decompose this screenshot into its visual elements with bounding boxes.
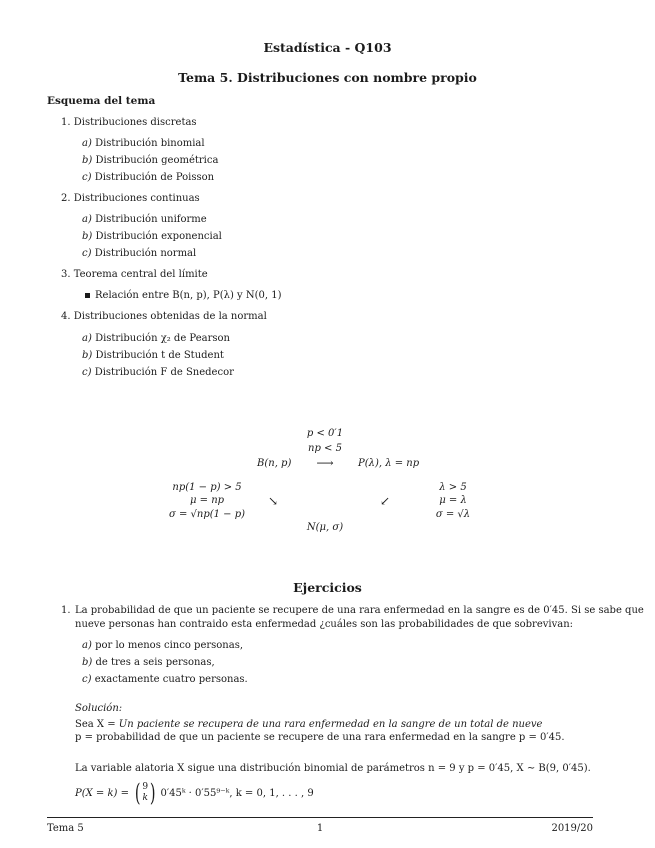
sub-mark: c) — [82, 367, 92, 378]
sub-text: Distribución F de Snedecor — [94, 367, 234, 378]
footer-left: Tema 5 — [47, 823, 84, 834]
arrow-right-icon: ⟶ — [316, 456, 334, 470]
poisson-label: P(λ), λ = np — [358, 458, 420, 469]
exercise-part — [82, 674, 248, 685]
solution-label: Solución: — [75, 703, 123, 714]
outline-item — [61, 269, 208, 280]
outline-subitem — [82, 138, 205, 149]
sub-mark: a) — [82, 333, 92, 344]
course-title: Estadística - Q103 — [263, 40, 392, 55]
normal-label: N(μ, σ) — [306, 522, 344, 533]
binomial-formula — [75, 778, 314, 808]
left-condition-2: μ = np — [189, 495, 225, 506]
sub-mark: b) — [82, 155, 93, 166]
item-label: Distribuciones continuas — [73, 193, 200, 204]
outline-subitem — [82, 367, 234, 378]
sub-text: Distribución geométrica — [95, 155, 219, 166]
left-condition-3: σ = √np(1 − p) — [168, 509, 246, 520]
part-mark: c) — [82, 674, 92, 685]
part-text: de tres a seis personas, — [95, 657, 215, 668]
outline-subitem — [82, 155, 218, 166]
solution-line: La variable alatoria X sigue una distribución binomial de parámetros n = 9 y p = 0′45, X ∼ B(9, 0′45). — [75, 763, 591, 774]
item-number: 4. — [61, 311, 71, 322]
outline-subitem — [82, 231, 222, 242]
sub-mark: b) — [82, 231, 93, 242]
outline-bullet — [85, 290, 282, 301]
right-condition-3: σ = √λ — [435, 509, 471, 520]
outline-item — [61, 117, 197, 128]
bullet-square-icon — [85, 293, 90, 298]
statement-line: La probabilidad de que un paciente se recupere de una rara enfermedad en la sangre es de 0′45. Si se sabe que — [75, 605, 644, 616]
sub-mark: c) — [82, 248, 92, 259]
exercises-heading: Ejercicios — [293, 580, 362, 595]
sub-mark: c) — [82, 172, 92, 183]
left-paren-icon: ( — [134, 779, 141, 807]
part-mark: b) — [82, 657, 93, 668]
sub-text: Distribución exponencial — [95, 231, 222, 242]
item-label: Teorema central del límite — [73, 269, 208, 280]
sub-mark: a) — [82, 138, 92, 149]
item-number: 2. — [61, 193, 71, 204]
outline-subitem — [82, 333, 230, 344]
right-condition-2: μ = λ — [439, 495, 467, 506]
topic-title: Tema 5. Distribuciones con nombre propio — [178, 70, 477, 85]
page-number: 1 — [316, 823, 324, 834]
exercise-part — [82, 657, 215, 668]
sub-text: Distribución normal — [94, 248, 197, 259]
solution-prefix: Sea X = — [75, 719, 119, 730]
arrow-down-left-icon: ↙ — [380, 494, 391, 508]
outline-subitem — [82, 248, 196, 259]
exercise-part — [82, 640, 243, 651]
part-mark: a) — [82, 640, 92, 651]
item-label: Distribuciones obtenidas de la normal — [73, 311, 267, 322]
part-text: exactamente cuatro personas. — [94, 674, 248, 685]
outline-subitem — [82, 214, 207, 225]
sub-mark: a) — [82, 214, 92, 225]
outline-item — [61, 193, 200, 204]
binomial-coefficient — [133, 781, 157, 805]
item-label: Distribuciones discretas — [73, 117, 197, 128]
condition-p: p < 0′1 — [306, 428, 344, 439]
left-condition-1: np(1 − p) > 5 — [172, 482, 242, 493]
bullet-text: Relación entre B(n, p), P(λ) y N(0, 1) — [95, 290, 282, 301]
arrow-down-right-icon: ↘ — [268, 494, 279, 508]
solution-line — [75, 719, 542, 730]
sub-text: Distribución uniforme — [95, 214, 207, 225]
formula-rhs: 0′45ᵏ · 0′55⁹⁻ᵏ, k = 0, 1, . . . , 9 — [160, 787, 314, 799]
exercise-number: 1. — [61, 605, 71, 616]
statement-line: nueve personas han contraido esta enfermedad ¿cuáles son las probabilidades de que sobrevivan: — [75, 619, 574, 630]
outline-heading: Esquema del tema — [47, 95, 156, 107]
binomial-label: B(n, p) — [257, 458, 292, 469]
condition-np: np < 5 — [308, 443, 342, 454]
sub-text: Distribución de Poisson — [94, 172, 215, 183]
binomial-top: 9 — [142, 782, 149, 792]
sub-text: Distribución t de Student — [95, 350, 224, 361]
sub-mark: b) — [82, 350, 93, 361]
solution-line: p = probabilidad de que un paciente se recupere de una rara enfermedad en la sangre p = 0′45. — [75, 732, 565, 743]
binomial-bottom: k — [142, 793, 148, 803]
item-number: 1. — [61, 117, 71, 128]
binomial-stack — [142, 782, 148, 804]
outline-item — [61, 311, 267, 322]
outline-subitem — [82, 350, 224, 361]
item-number: 3. — [61, 269, 71, 280]
sub-text: Distribución binomial — [95, 138, 205, 149]
outline-subitem — [82, 172, 214, 183]
footer-rule — [47, 817, 593, 818]
sub-text: Distribución χ₂ de Pearson — [95, 333, 230, 344]
formula-lhs: P(X = k) = — [75, 787, 130, 799]
part-text: por lo menos cinco personas, — [95, 640, 244, 651]
right-paren-icon: ) — [150, 779, 156, 807]
solution-event: Un paciente se recupera de una rara enfermedad en la sangre de un total de nueve — [118, 719, 543, 730]
right-condition-1: λ > 5 — [439, 482, 467, 493]
footer-right: 2019/20 — [551, 823, 593, 834]
